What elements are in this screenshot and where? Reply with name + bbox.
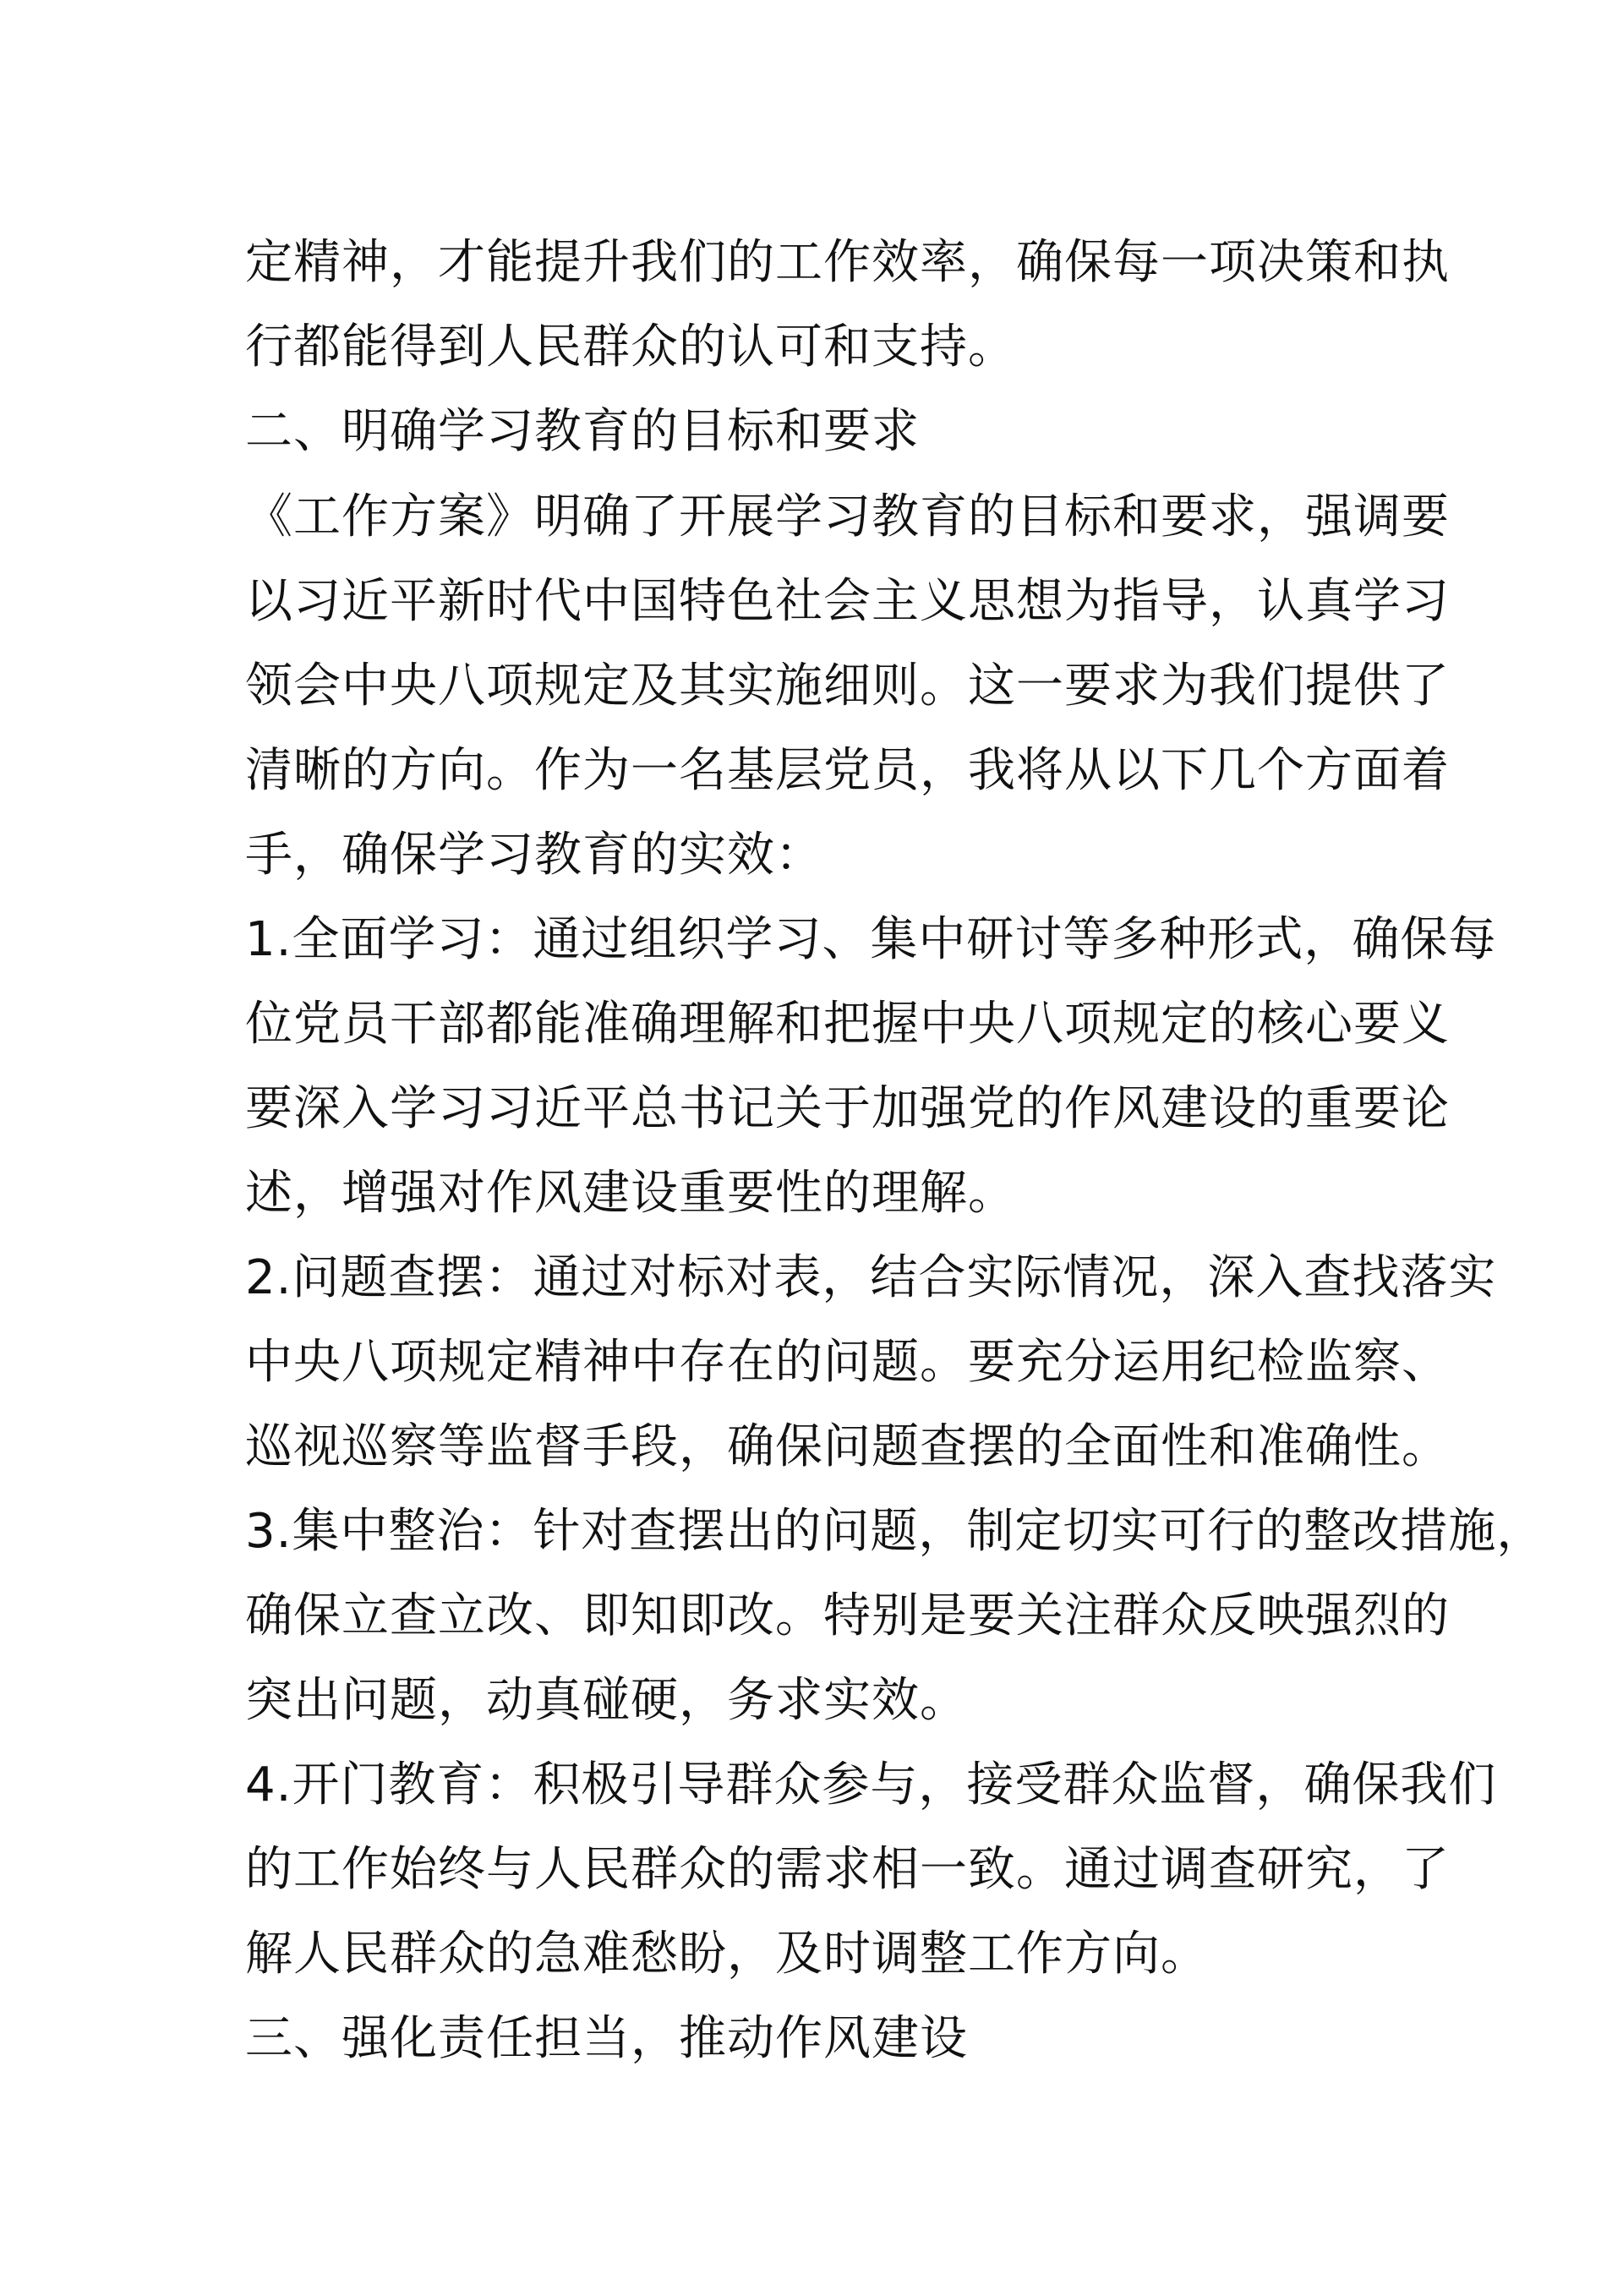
- body-text-line: 《工作方案》明确了开展学习教育的目标和要求，强调要: [245, 489, 1450, 544]
- list-item-line: 述，增强对作风建设重要性的理解。: [245, 1166, 1016, 1221]
- list-item-line: 3.集中整治：针对查摆出的问题，制定切实可行的整改措施，: [245, 1504, 1545, 1559]
- list-item-line: 2.问题查摆：通过对标对表，结合实际情况，深入查找落实: [245, 1250, 1497, 1305]
- list-item-line: 的工作始终与人民群众的需求相一致。通过调查研究，了: [245, 1842, 1450, 1897]
- list-item-line: 巡视巡察等监督手段，确保问题查摆的全面性和准确性。: [245, 1419, 1450, 1474]
- list-item-line: 解人民群众的急难愁盼，及时调整工作方向。: [245, 1927, 1209, 1982]
- list-item-line: 1.全面学习：通过组织学习、集中研讨等多种形式，确保每: [245, 912, 1497, 967]
- body-text-line: 手，确保学习教育的实效：: [245, 828, 823, 883]
- list-item-line: 4.开门教育：积极引导群众参与，接受群众监督，确保我们: [245, 1758, 1497, 1812]
- body-text-line: 领会中央八项规定及其实施细则。这一要求为我们提供了: [245, 659, 1450, 713]
- body-text-line: 行都能得到人民群众的认可和支持。: [245, 320, 1016, 374]
- body-text-line: 以习近平新时代中国特色社会主义思想为指导，认真学习: [245, 574, 1450, 629]
- list-item-line: 要深入学习习近平总书记关于加强党的作风建设的重要论: [245, 1081, 1450, 1136]
- list-item-line: 中央八项规定精神中存在的问题。要充分运用纪检监察、: [245, 1335, 1450, 1390]
- body-text-line: 清晰的方向。作为一名基层党员，我将从以下几个方面着: [245, 743, 1450, 798]
- list-item-line: 突出问题，动真碰硬，务求实效。: [245, 1673, 968, 1728]
- list-item-line: 确保立查立改、即知即改。特别是要关注群众反映强烈的: [245, 1588, 1450, 1643]
- section-heading: 二、明确学习教育的目标和要求: [245, 404, 920, 459]
- list-item-line: 位党员干部都能准确理解和把握中央八项规定的核心要义: [245, 997, 1450, 1052]
- section-heading: 三、强化责任担当，推动作风建设: [245, 2011, 968, 2066]
- body-text-line: 定精神，才能提升我们的工作效率，确保每一项决策和执: [245, 235, 1450, 290]
